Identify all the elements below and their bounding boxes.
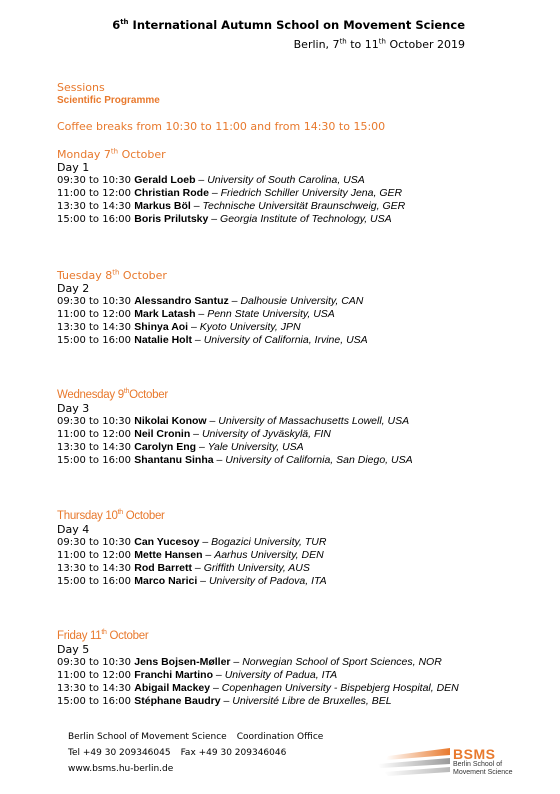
days-list	[57, 148, 537, 708]
talk-separator: –	[195, 308, 208, 320]
talk-separator: –	[202, 549, 215, 561]
day-date-heading	[57, 269, 537, 282]
footer-org: Berlin School of Movement Science	[68, 732, 227, 742]
talk-time: 13:30 to 14:30	[57, 322, 132, 333]
logo-swoosh-icon	[378, 746, 453, 780]
talk-row	[57, 575, 537, 588]
talk-institution: Copenhagen University - Bispebjerg Hospital, DEN	[221, 682, 459, 694]
talk-row	[57, 656, 537, 669]
day-weekday: Tuesday 8	[57, 269, 113, 282]
day-block	[57, 148, 537, 226]
talk-time: 13:30 to 14:30	[57, 683, 132, 694]
sessions-label: Sessions	[57, 81, 105, 94]
title-number: 6	[112, 18, 121, 32]
talk-separator: –	[195, 174, 208, 186]
talk-row	[57, 308, 537, 321]
talk-time: 15:00 to 16:00	[57, 214, 132, 225]
talk-separator: –	[228, 295, 241, 307]
talk-time: 09:30 to 10:30	[57, 537, 132, 548]
talk-institution: Bogazici University, TUR	[211, 536, 327, 548]
day-date-heading	[57, 389, 537, 402]
talk-speaker: Markus Böl	[134, 200, 191, 212]
talk-speaker: Shantanu Sinha	[134, 454, 214, 466]
dates-ordinal-1: th	[339, 37, 347, 46]
footer-line-1	[68, 729, 323, 745]
talk-institution: University of Padova, ITA	[208, 575, 327, 587]
logo-name: BSMS	[453, 746, 496, 762]
talk-speaker: Christian Rode	[134, 187, 209, 199]
day-date-heading	[57, 510, 537, 523]
title-text: International Autumn School on Movement Science	[128, 18, 465, 32]
talk-separator: –	[197, 575, 209, 587]
day-number-label: Day 1	[57, 161, 90, 174]
talk-speaker: Alessandro Santuz	[134, 295, 229, 307]
talk-row	[57, 187, 537, 200]
talk-speaker: Natalie Holt	[134, 334, 192, 346]
talk-time: 09:30 to 10:30	[57, 296, 132, 307]
talk-speaker: Jens Bojsen-Møller	[134, 656, 231, 668]
day-block	[57, 389, 537, 467]
talk-separator: –	[190, 200, 203, 212]
talk-speaker: Shinya Aoi	[134, 321, 189, 333]
talk-time: 09:30 to 10:30	[57, 657, 132, 668]
day-weekday: Wednesday 9	[57, 389, 124, 401]
talk-institution: Kyoto University, JPN	[199, 321, 301, 333]
bsms-logo	[378, 746, 528, 780]
talk-institution: University of South Carolina, USA	[207, 174, 365, 186]
talk-separator: –	[192, 562, 204, 574]
talk-time: 11:00 to 12:00	[57, 188, 132, 199]
talk-row	[57, 536, 537, 549]
talk-speaker: Rod Barrett	[134, 562, 192, 574]
talk-separator: –	[190, 428, 202, 440]
day-ordinal: th	[110, 147, 119, 156]
talk-speaker: Mette Hansen	[134, 549, 203, 561]
talk-separator: –	[208, 187, 221, 199]
talk-speaker: Franchi Martino	[134, 669, 213, 681]
talk-row	[57, 562, 537, 575]
talk-institution: University of Padua, ITA	[224, 669, 338, 681]
dates-month-year: October 2019	[385, 38, 465, 51]
day-block	[57, 630, 537, 708]
day-ordinal: th	[123, 388, 130, 396]
footer-tel: Tel +49 30 209346045	[68, 748, 171, 758]
talk-time: 13:30 to 14:30	[57, 442, 132, 453]
day-ordinal: th	[117, 509, 123, 517]
talk-time: 09:30 to 10:30	[57, 416, 132, 427]
talk-separator: –	[196, 441, 208, 453]
talk-speaker: Stéphane Baudry	[134, 695, 221, 707]
day-date-heading	[57, 630, 537, 643]
school-title	[112, 18, 465, 33]
document-header	[112, 18, 465, 52]
talk-speaker: Carolyn Eng	[134, 441, 197, 453]
talk-institution: Yale University, USA	[207, 441, 304, 453]
talk-time: 11:00 to 12:00	[57, 309, 132, 320]
day-month: October	[122, 510, 165, 522]
talk-institution: Griffith University, AUS	[203, 562, 310, 574]
talk-time: 11:00 to 12:00	[57, 670, 132, 681]
footer-fax: Fax +49 30 209346046	[180, 748, 287, 758]
talk-institution: Norwegian School of Sport Sciences, NOR	[242, 656, 442, 668]
talk-speaker: Abigail Mackey	[134, 682, 211, 694]
talk-institution: University of California, San Diego, USA	[225, 454, 413, 466]
talk-row	[57, 669, 537, 682]
talk-time: 15:00 to 16:00	[57, 576, 132, 587]
day-date-heading	[57, 148, 537, 161]
day-number-label: Day 2	[57, 282, 90, 295]
day-number-label: Day 5	[57, 643, 90, 656]
programme-label: Scientific Programme	[57, 95, 160, 106]
event-dates	[112, 37, 465, 52]
day-month: October	[129, 389, 168, 401]
day-month: October	[119, 269, 167, 282]
talk-speaker: Marco Narici	[134, 575, 198, 587]
talk-row	[57, 174, 537, 187]
day-block	[57, 269, 537, 347]
talk-separator: –	[213, 454, 226, 466]
talk-speaker: Boris Prilutsky	[134, 213, 209, 225]
talk-institution: Georgia Institute of Technology, USA	[220, 213, 392, 225]
talk-institution: Technische Universität Braunschweig, GER	[202, 200, 406, 212]
talk-institution: Université Libre de Bruxelles, BEL	[232, 695, 392, 707]
talk-row	[57, 200, 537, 213]
talk-speaker: Gerald Loeb	[134, 174, 196, 186]
talk-speaker: Neil Cronin	[134, 428, 191, 440]
talk-time: 11:00 to 12:00	[57, 429, 132, 440]
talk-institution: Dalhousie University, CAN	[240, 295, 364, 307]
talk-row	[57, 415, 537, 428]
talk-time: 15:00 to 16:00	[57, 696, 132, 707]
talk-row	[57, 321, 537, 334]
logo-subtitle-line-1: Berlin School of	[453, 761, 503, 768]
coffee-break-note: Coffee breaks from 10:30 to 11:00 and from 14:30 to 15:00	[57, 120, 386, 133]
talk-speaker: Mark Latash	[134, 308, 196, 320]
talk-separator: –	[188, 321, 200, 333]
day-ordinal: th	[101, 629, 107, 637]
footer-line-2	[68, 745, 323, 761]
talk-row	[57, 549, 537, 562]
talk-separator: –	[230, 656, 243, 668]
talk-institution: Aarhus University, DEN	[214, 549, 324, 561]
logo-subtitle-line-2: Movement Science	[453, 769, 513, 776]
talk-time: 11:00 to 12:00	[57, 550, 132, 561]
day-number-label: Day 4	[57, 523, 90, 536]
title-ordinal: th	[120, 18, 129, 27]
day-weekday: Friday 11	[57, 630, 102, 642]
talk-institution: University of California, Irvine, USA	[203, 334, 368, 346]
talk-institution: Friedrich Schiller University Jena, GER	[220, 187, 403, 199]
day-ordinal: th	[112, 268, 120, 277]
talk-institution: University of Massachusetts Lowell, USA	[218, 415, 410, 427]
programme-content	[57, 81, 537, 708]
talk-time: 15:00 to 16:00	[57, 335, 132, 346]
talk-institution: University of Jyväskylä, FIN	[201, 428, 331, 440]
logo-subtitle	[453, 761, 513, 777]
dates-ordinal-2: th	[378, 37, 386, 46]
talk-time: 13:30 to 14:30	[57, 201, 132, 212]
talk-separator: –	[199, 536, 212, 548]
talk-separator: –	[192, 334, 204, 346]
day-number-label: Day 3	[57, 402, 90, 415]
talk-separator: –	[213, 669, 225, 681]
day-weekday: Monday 7	[57, 148, 111, 161]
dates-end: to 11	[346, 38, 379, 51]
talk-speaker: Nikolai Konow	[134, 415, 207, 427]
talk-separator: –	[220, 695, 233, 707]
talk-time: 13:30 to 14:30	[57, 563, 132, 574]
talk-speaker: Can Yucesoy	[134, 536, 200, 548]
dates-start: Berlin, 7	[293, 38, 340, 51]
talk-row	[57, 428, 537, 441]
footer	[68, 729, 323, 777]
talk-separator: –	[210, 682, 222, 694]
talk-row	[57, 295, 537, 308]
talk-row	[57, 334, 537, 347]
day-month: October	[106, 630, 149, 642]
talk-time: 15:00 to 16:00	[57, 455, 132, 466]
footer-office: Coordination Office	[236, 732, 324, 742]
talk-row	[57, 454, 537, 467]
talk-separator: –	[208, 213, 221, 225]
talk-time: 09:30 to 10:30	[57, 175, 132, 186]
talk-row	[57, 682, 537, 695]
talk-institution: Penn State University, USA	[207, 308, 335, 320]
talk-separator: –	[206, 415, 219, 427]
talk-row	[57, 213, 537, 226]
day-block	[57, 510, 537, 588]
talk-row	[57, 695, 537, 708]
day-month: October	[118, 148, 166, 161]
day-weekday: Thursday 10	[57, 510, 118, 522]
footer-web: www.bsms.hu-berlin.de	[68, 764, 174, 774]
talk-row	[57, 441, 537, 454]
